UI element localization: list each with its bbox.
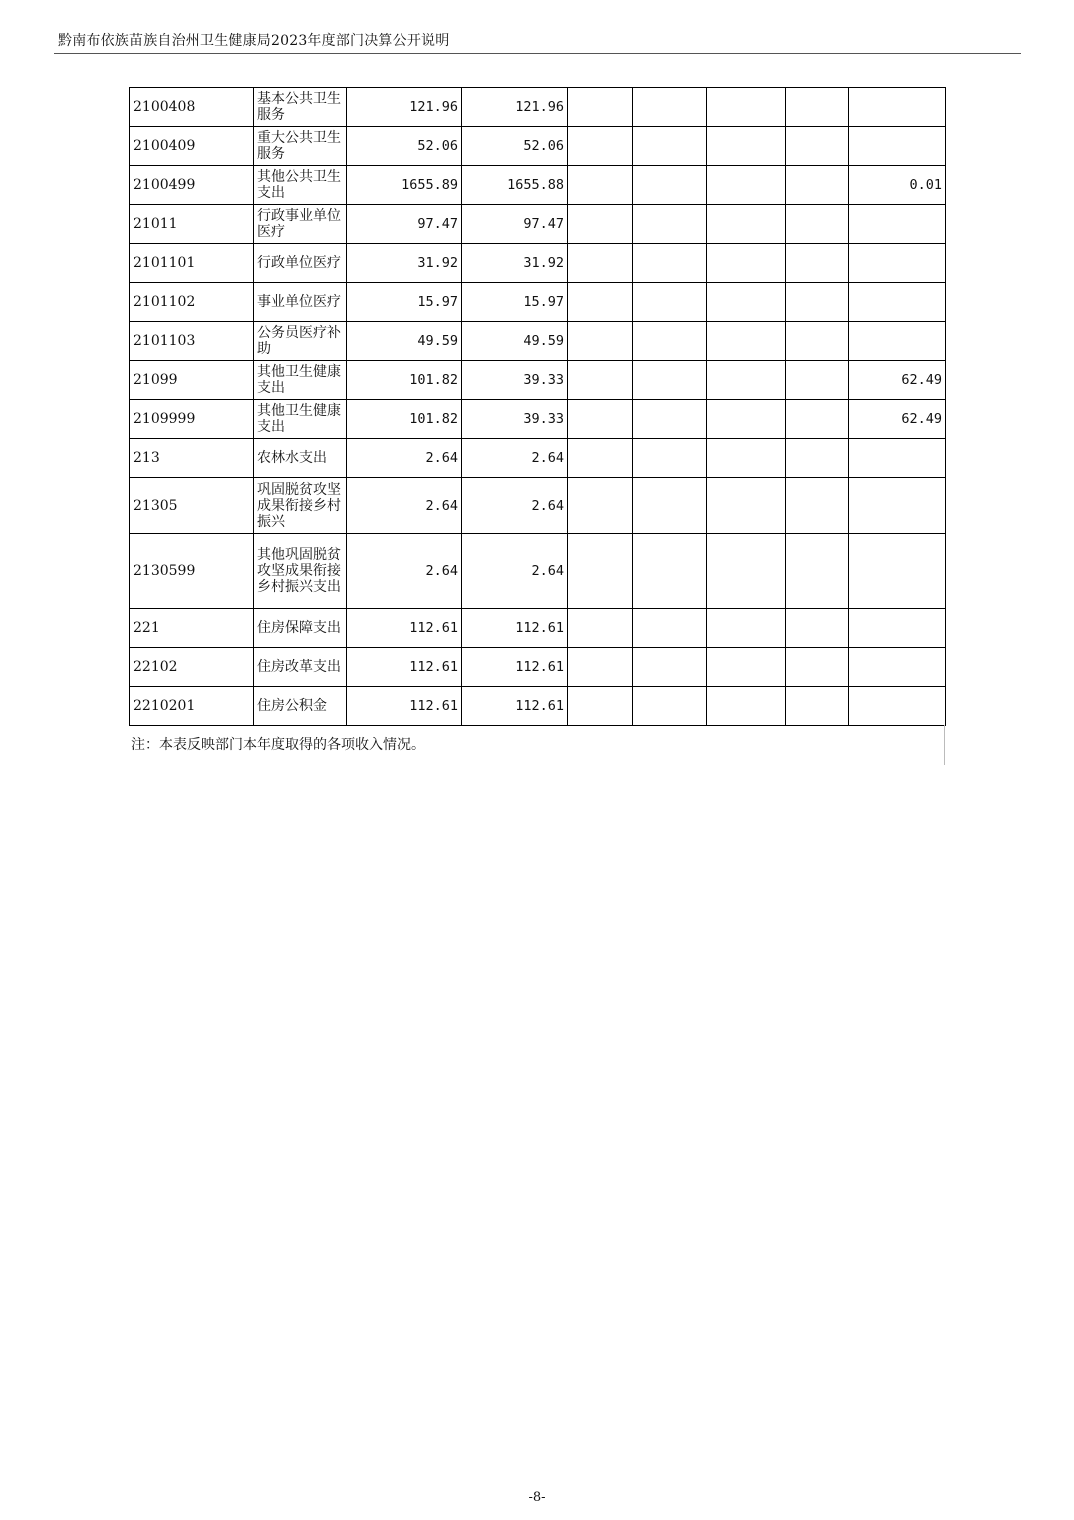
cell-c6 [849,88,946,127]
cell-c3 [633,609,707,648]
cell-c3 [633,361,707,400]
cell-c4 [707,283,786,322]
cell-c1: 112.61 [462,648,568,687]
cell-c5 [786,283,849,322]
document-header-title: 黔南布依族苗族自治州卫生健康局2023年度部门决算公开说明 [58,33,450,49]
cell-c3 [633,166,707,205]
cell-c3 [633,534,707,609]
cell-c3 [633,205,707,244]
cell-total: 97.47 [347,205,462,244]
cell-c1: 112.61 [462,609,568,648]
cell-c4 [707,609,786,648]
cell-c5 [786,400,849,439]
cell-subject-code: 2101101 [130,244,254,283]
cell-subject-code: 21305 [130,478,254,534]
table-row [130,687,946,726]
cell-c2 [568,361,633,400]
table-row [130,439,946,478]
cell-total: 1655.89 [347,166,462,205]
cell-c4 [707,534,786,609]
cell-c1: 1655.88 [462,166,568,205]
table-row [130,609,946,648]
cell-c4 [707,88,786,127]
cell-c5 [786,322,849,361]
cell-total: 15.97 [347,283,462,322]
cell-total: 101.82 [347,361,462,400]
header-rule [54,53,1021,54]
table-note: 注：本表反映部门本年度取得的各项收入情况。 [131,737,425,753]
cell-c4 [707,205,786,244]
cell-c1: 2.64 [462,439,568,478]
cell-subject-name: 事业单位医疗 [254,283,347,322]
cell-subject-code: 221 [130,609,254,648]
cell-subject-code: 2100409 [130,127,254,166]
table-row [130,478,946,534]
cell-subject-code: 2210201 [130,687,254,726]
cell-c5 [786,361,849,400]
cell-c1: 2.64 [462,478,568,534]
table-row [130,534,946,609]
table-row [130,244,946,283]
cell-c4 [707,361,786,400]
cell-total: 49.59 [347,322,462,361]
cell-c2 [568,609,633,648]
cell-c6 [849,687,946,726]
cell-total: 121.96 [347,88,462,127]
cell-c5 [786,609,849,648]
cell-c6: 62.49 [849,361,946,400]
cell-c2 [568,88,633,127]
table-body [130,88,946,726]
cell-subject-name: 住房公积金 [254,687,347,726]
cell-subject-code: 2100408 [130,88,254,127]
cell-c6 [849,534,946,609]
cell-subject-name: 农林水支出 [254,439,347,478]
cell-subject-name: 住房保障支出 [254,609,347,648]
cell-c6 [849,127,946,166]
cell-c2 [568,244,633,283]
cell-c2 [568,648,633,687]
table-row [130,88,946,127]
cell-c2 [568,283,633,322]
cell-c5 [786,244,849,283]
cell-total: 112.61 [347,609,462,648]
table-row [130,127,946,166]
cell-c6 [849,322,946,361]
cell-total: 101.82 [347,400,462,439]
cell-total: 52.06 [347,127,462,166]
cell-c4 [707,127,786,166]
cell-subject-code: 22102 [130,648,254,687]
cell-subject-code: 21011 [130,205,254,244]
cell-c1: 121.96 [462,88,568,127]
cell-c4 [707,400,786,439]
cell-c6 [849,478,946,534]
cell-c1: 112.61 [462,687,568,726]
cell-c2 [568,400,633,439]
cell-c6 [849,205,946,244]
cell-c4 [707,687,786,726]
cell-c4 [707,478,786,534]
table-row [130,283,946,322]
cell-c5 [786,478,849,534]
cell-subject-name: 其他公共卫生支出 [254,166,347,205]
cell-c3 [633,283,707,322]
table-row [130,400,946,439]
cell-c2 [568,439,633,478]
cell-c3 [633,687,707,726]
cell-c1: 39.33 [462,400,568,439]
cell-c1: 39.33 [462,361,568,400]
cell-c3 [633,127,707,166]
cell-c2 [568,534,633,609]
cell-subject-name: 行政单位医疗 [254,244,347,283]
cell-total: 112.61 [347,687,462,726]
page-number: -8- [528,1490,546,1505]
cell-c6: 62.49 [849,400,946,439]
cell-subject-code: 2109999 [130,400,254,439]
cell-c1: 15.97 [462,283,568,322]
cell-subject-code: 213 [130,439,254,478]
cell-c3 [633,400,707,439]
table-row [130,322,946,361]
cell-subject-code: 2100499 [130,166,254,205]
cell-c6 [849,244,946,283]
cell-c3 [633,88,707,127]
cell-total: 2.64 [347,534,462,609]
cell-c2 [568,322,633,361]
cell-c3 [633,478,707,534]
cell-c4 [707,322,786,361]
cell-c3 [633,244,707,283]
table-row [130,361,946,400]
cell-subject-name: 行政事业单位医疗 [254,205,347,244]
cell-subject-name: 巩固脱贫攻坚成果衔接乡村振兴 [254,478,347,534]
cell-c6: 0.01 [849,166,946,205]
cell-total: 2.64 [347,439,462,478]
cell-subject-code: 2101103 [130,322,254,361]
cell-c1: 52.06 [462,127,568,166]
cell-c3 [633,322,707,361]
cell-total: 112.61 [347,648,462,687]
cell-c5 [786,205,849,244]
cell-c2 [568,166,633,205]
cell-c1: 49.59 [462,322,568,361]
cell-c1: 31.92 [462,244,568,283]
cell-total: 31.92 [347,244,462,283]
cell-c5 [786,88,849,127]
cell-subject-name: 重大公共卫生服务 [254,127,347,166]
cell-c5 [786,648,849,687]
cell-c2 [568,127,633,166]
cell-c6 [849,283,946,322]
cell-c5 [786,127,849,166]
cell-c5 [786,166,849,205]
note-rule [944,725,945,765]
cell-subject-name: 住房改革支出 [254,648,347,687]
cell-subject-name: 基本公共卫生服务 [254,88,347,127]
cell-c2 [568,478,633,534]
table-row [130,648,946,687]
cell-c4 [707,648,786,687]
cell-c1: 2.64 [462,534,568,609]
cell-c2 [568,687,633,726]
income-table [129,87,946,726]
cell-c3 [633,648,707,687]
cell-total: 2.64 [347,478,462,534]
cell-subject-code: 21099 [130,361,254,400]
cell-c4 [707,244,786,283]
cell-c4 [707,439,786,478]
table-row [130,166,946,205]
cell-c1: 97.47 [462,205,568,244]
cell-c5 [786,687,849,726]
cell-c6 [849,609,946,648]
cell-subject-code: 2101102 [130,283,254,322]
cell-subject-code: 2130599 [130,534,254,609]
cell-c5 [786,534,849,609]
cell-c3 [633,439,707,478]
cell-c5 [786,439,849,478]
cell-subject-name: 公务员医疗补助 [254,322,347,361]
cell-c6 [849,439,946,478]
cell-subject-name: 其他巩固脱贫攻坚成果衔接乡村振兴支出 [254,534,347,609]
cell-subject-name: 其他卫生健康支出 [254,361,347,400]
cell-subject-name: 其他卫生健康支出 [254,400,347,439]
cell-c2 [568,205,633,244]
cell-c6 [849,648,946,687]
cell-c4 [707,166,786,205]
table-row [130,205,946,244]
